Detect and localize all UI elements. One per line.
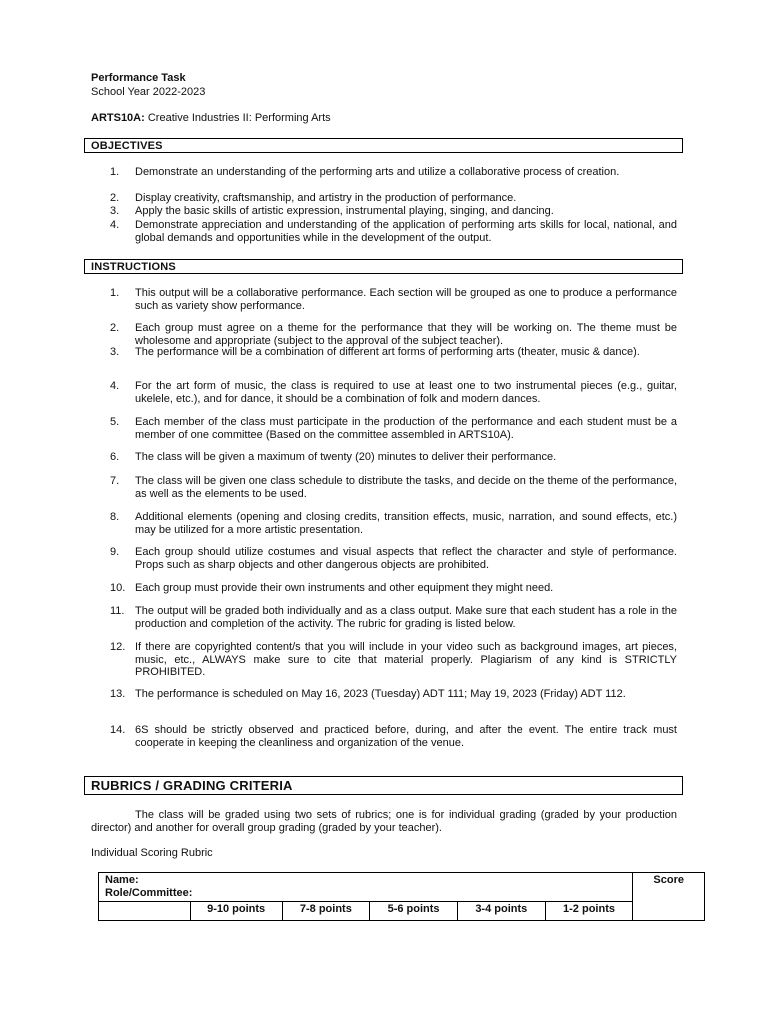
list-item: 4. For the art form of music, the class is required to use at least one to two instrumental pieces (e.g., guitar, ukelele, etc.), and for dance, it should be a combination of folk and modern dances. bbox=[110, 380, 677, 405]
list-item: 6. The class will be given a maximum of twenty (20) minutes to deliver their performance. bbox=[110, 451, 557, 463]
list-item: 9. Each group should utilize costumes and visual aspects that reflect the character and style of performance. Props such as sharp objects and other dangerous objects are prohibited. bbox=[110, 546, 677, 571]
list-item: 12. If there are copyrighted content/s that you will include in your video such as background images, art pieces, music, etc., ALWAYS make sure to cite that material properly. Plagiarism of any kind is STRICTLY PROHIBITED. bbox=[110, 641, 677, 678]
list-item: 2. Each group must agree on a theme for the performance that they will be working on. The theme must be wholesome and appropriate (subject to the approval of the subject teacher). bbox=[110, 322, 677, 347]
objectives-heading: OBJECTIVES bbox=[91, 140, 163, 152]
individual-rubric-table bbox=[98, 872, 705, 921]
name-role-cell bbox=[99, 873, 633, 902]
rubrics-heading: RUBRICS / GRADING CRITERIA bbox=[91, 778, 293, 793]
list-item: 14. 6S should be strictly observed and practiced before, during, and after the event. The entire track must cooperate in keeping the cleanliness and organization of the venue. bbox=[110, 724, 677, 749]
criteria-header bbox=[99, 902, 191, 921]
score-header: Score bbox=[633, 873, 705, 921]
instructions-heading-box bbox=[84, 259, 683, 274]
list-item: 2. Display creativity, craftsmanship, and artistry in the production of performance. bbox=[110, 192, 517, 204]
role-label: Role/Committee: bbox=[105, 887, 193, 899]
list-item: 3. The performance will be a combination of different art forms of performing arts (theater, music & dance). bbox=[110, 346, 640, 358]
rubrics-paragraph: The class will be graded using two sets of rubrics; one is for individual grading (graded by your production director) and another for overall group grading (graded by your teacher). bbox=[91, 809, 677, 834]
list-item: 10. Each group must provide their own instruments and other equipment they might need. bbox=[110, 582, 554, 594]
list-item: 8. Additional elements (opening and closing credits, transition effects, music, narration, and sound effects, etc.) may be utilized for a more artistic presentation. bbox=[110, 511, 677, 536]
list-item: 1. Demonstrate an understanding of the performing arts and utilize a collaborative process of creation. bbox=[110, 166, 620, 178]
list-item: 13. The performance is scheduled on May 16, 2023 (Tuesday) ADT 111; May 19, 2023 (Friday) ADT 112. bbox=[110, 688, 626, 700]
list-item: 5. Each member of the class must participate in the production of the performance and each student must be a member of one committee (Based on the committee assembled in ARTS10A). bbox=[110, 416, 677, 441]
rubric-subheading: Individual Scoring Rubric bbox=[91, 847, 213, 859]
table-row bbox=[99, 902, 705, 921]
list-item: 1. This output will be a collaborative performance. Each section will be grouped as one to produce a performance such as variety show performance. bbox=[110, 287, 677, 312]
name-label: Name: bbox=[105, 874, 139, 886]
rubrics-heading-box bbox=[84, 776, 683, 795]
school-year: School Year 2022-2023 bbox=[91, 86, 206, 98]
objectives-heading-box bbox=[84, 138, 683, 153]
course-name: Creative Industries II: Performing Arts bbox=[144, 112, 331, 124]
course-line bbox=[91, 112, 331, 125]
column-header: 3-4 points bbox=[457, 902, 545, 921]
column-header: 7-8 points bbox=[282, 902, 370, 921]
task-title: Performance Task bbox=[91, 72, 186, 84]
list-item: 3. Apply the basic skills of artistic expression, instrumental playing, singing, and dancing. bbox=[110, 205, 554, 217]
course-code: ARTS10A: bbox=[91, 112, 145, 124]
column-header: 9-10 points bbox=[190, 902, 282, 921]
list-item: 7. The class will be given one class schedule to distribute the tasks, and decide on the theme of the performance, as well as the elements to be used. bbox=[110, 475, 677, 500]
list-item: 4. Demonstrate appreciation and understanding of the application of performing arts skills for local, national, and global demands and opportunities while in the development of the output. bbox=[110, 219, 677, 244]
column-header: 5-6 points bbox=[370, 902, 458, 921]
instructions-heading: INSTRUCTIONS bbox=[91, 261, 176, 273]
list-item: 11. The output will be graded both individually and as a class output. Make sure that each student has a role in the production and completion of the activity. The rubric for grading is listed below. bbox=[110, 605, 677, 630]
column-header: 1-2 points bbox=[545, 902, 633, 921]
table-row bbox=[99, 873, 705, 902]
